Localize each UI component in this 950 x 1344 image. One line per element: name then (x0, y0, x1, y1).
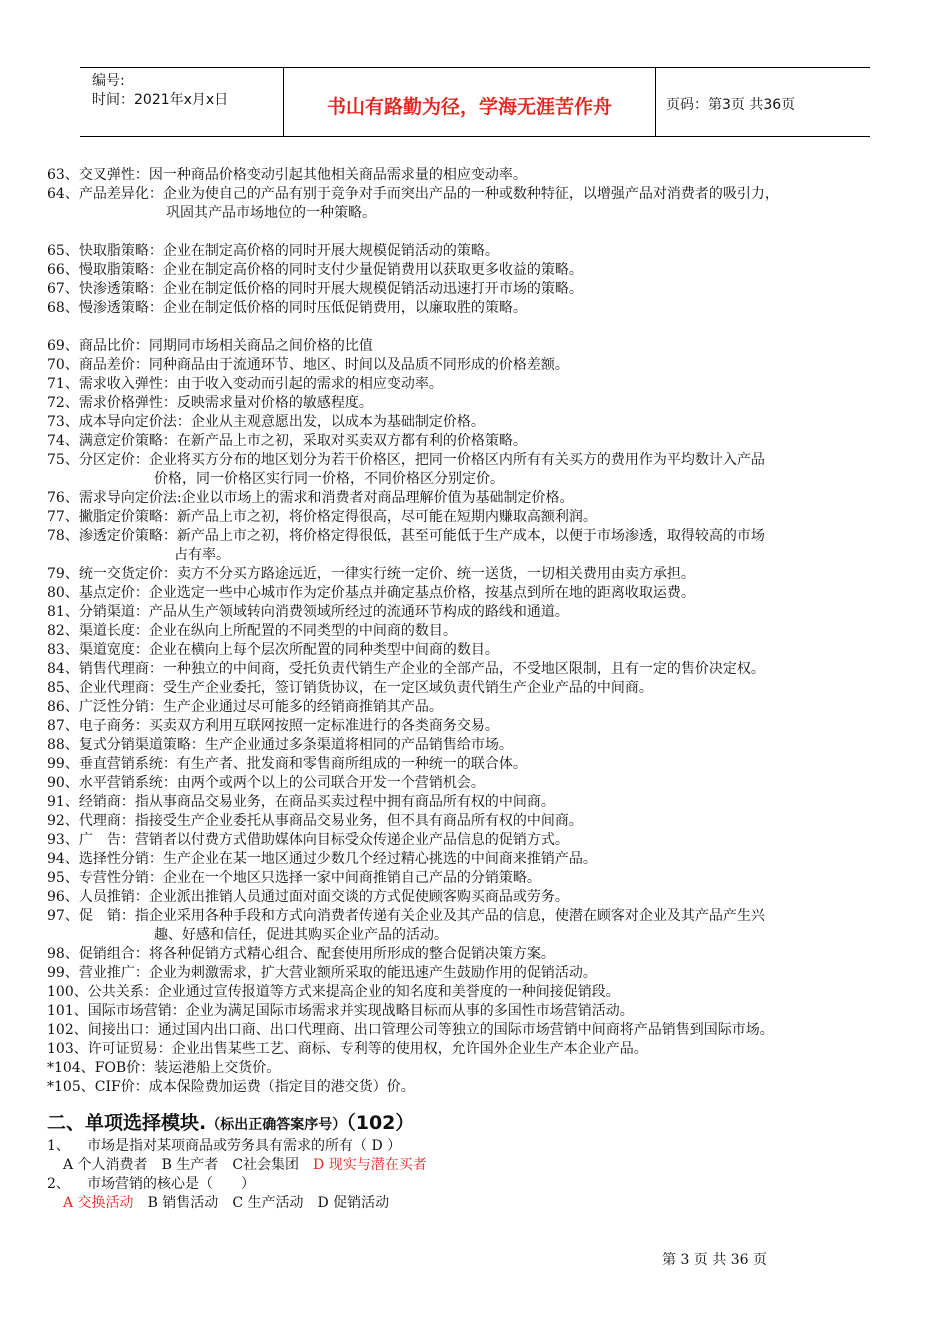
correct-answer-option: D 现实与潜在买者 (313, 1157, 427, 1173)
answer-options (47, 1156, 917, 1175)
header-meta (80, 68, 284, 136)
definition-item (47, 831, 917, 850)
definition-item (47, 166, 917, 185)
item-text: 快渗透策略：企业在制定低价格的同时开展大规模促销活动迅速打开市场的策略。 (78, 281, 583, 297)
item-number: 100、 (47, 984, 88, 1000)
item-number: 74、 (47, 433, 79, 449)
item-number: 68、 (47, 300, 79, 316)
definition-item (47, 641, 917, 660)
item-number: 75、 (47, 452, 79, 468)
item-number: 90、 (47, 775, 79, 791)
definition-item (47, 774, 917, 793)
item-text: 产品差异化：企业为使自己的产品有别于竞争对手而突出产品的一种或数种特征，以增强产品对消费者的吸引力， (78, 186, 779, 202)
item-number: 64、 (47, 186, 79, 202)
definition-item (47, 489, 917, 508)
definition-item (47, 679, 917, 698)
item-number: 65、 (47, 243, 79, 259)
item-number: 79、 (47, 566, 79, 582)
item-number: 71、 (47, 376, 79, 392)
definition-item (47, 242, 917, 261)
item-text: 渠道宽度：企业在横向上每个层次所配置的同种类型中间商的数目。 (78, 642, 499, 658)
definition-item (47, 1040, 917, 1059)
item-number: 99、 (47, 756, 79, 772)
item-number: 69、 (47, 338, 79, 354)
definition-item (47, 1002, 917, 1021)
item-text: 交叉弹性：因一种商品价格变动引起其他相关商品需求量的相应变动率。 (78, 167, 527, 183)
definition-item (47, 451, 917, 470)
answer-options (47, 1194, 917, 1213)
item-text: 需求导向定价法:企业以市场上的需求和消费者对商品理解价值为基础制定价格。 (78, 490, 574, 506)
item-text: 成本导向定价法：企业从主观意愿出发，以成本为基础制定价格。 (78, 414, 485, 430)
item-text: 公共关系：企业通过宣传报道等方式来提高企业的知名度和美誉度的一种间接促销段。 (87, 984, 620, 1000)
section-heading (47, 1111, 917, 1137)
page-footer: 第 3 页 共 36 页 (662, 1252, 767, 1268)
definition-item (47, 964, 917, 983)
question-text: 市场是指对某项商品或劳务具有需求的所有（ D ） (87, 1138, 402, 1154)
item-number: 93、 (47, 832, 79, 848)
item-number: 103、 (47, 1041, 88, 1057)
item-number: 63、 (47, 167, 79, 183)
item-number: 80、 (47, 585, 79, 601)
item-number: 99、 (47, 965, 79, 981)
item-continuation: 价格，同一价格区实行同一价格，不同价格区分别定价。 (154, 471, 504, 487)
item-text: 统一交货定价：卖方不分买方路途远近，一律实行统一定价、统一送货，一切相关费用由卖方承担。 (78, 566, 695, 582)
item-text: 需求价格弹性：反映需求量对价格的敏感程度。 (78, 395, 373, 411)
question-text: 市场营销的核心是（ ） (87, 1176, 255, 1192)
item-continuation: 占有率。 (174, 547, 230, 563)
definitions-group-3 (47, 337, 917, 1097)
item-text: 经销商：指从事商品交易业务，在商品买卖过程中拥有商品所有权的中间商。 (78, 794, 555, 810)
item-number: 97、 (47, 908, 79, 924)
item-number: *104、 (47, 1060, 95, 1076)
header-motto: 书山有路勤为径，学海无涯苦作舟 (284, 68, 656, 136)
definition-item (47, 508, 917, 527)
item-text: 复式分销渠道策略：生产企业通过多条渠道将相同的产品销售给市场。 (78, 737, 513, 753)
header-page-number: 页码：第3页 共36页 (666, 97, 796, 113)
definition-item (47, 375, 917, 394)
definition-item (47, 413, 917, 432)
item-number: 92、 (47, 813, 79, 829)
item-text: 需求收入弹性：由于收入变动而引起的需求的相应变动率。 (78, 376, 443, 392)
item-number: 88、 (47, 737, 79, 753)
item-text: FOB价：装运港船上交货价。 (94, 1060, 281, 1076)
definition-item (47, 299, 917, 318)
item-number: 76、 (47, 490, 79, 506)
definitions-group-2 (47, 242, 917, 318)
definition-item (47, 1059, 917, 1078)
definition-item (47, 261, 917, 280)
item-text: 促 销：指企业采用各种手段和方式向消费者传递有关企业及其产品的信息，使潜在顾客对企业及其产品产生兴 (78, 908, 765, 924)
item-text: 分销渠道：产品从生产领域转向消费领域所经过的流通环节构成的路线和通道。 (78, 604, 569, 620)
item-number: 87、 (47, 718, 79, 734)
definitions-group-1 (47, 166, 917, 223)
item-text: 商品差价：同种商品由于流通环节、地区、时间以及品质不同形成的价格差额。 (78, 357, 569, 373)
item-text: CIF价：成本保险费加运费（指定目的港交货）价。 (94, 1079, 415, 1095)
definition-item (47, 717, 917, 736)
section-note: （标出正确答案序号） (206, 1117, 347, 1133)
definition-item (47, 185, 917, 204)
item-text: 广泛性分销：生产企业通过尽可能多的经销商推销其产品。 (78, 699, 443, 715)
definition-item (47, 888, 917, 907)
item-text: 许可证贸易：企业出售某些工艺、商标、专利等的使用权，允许国外企业生产本企业产品。 (87, 1041, 648, 1057)
item-text: 代理商：指接受生产企业委托从事商品交易业务，但不具有商品所有权的中间商。 (78, 813, 583, 829)
item-number: 73、 (47, 414, 79, 430)
item-text: 促销组合：将各种促销方式精心组合、配套使用所形成的整合促销决策方案。 (78, 946, 555, 962)
definition-item (47, 603, 917, 622)
item-text: 基点定价：企业选定一些中心城市作为定价基点并确定基点价格，按基点到所在地的距离收取运费。 (78, 585, 695, 601)
definition-item (47, 280, 917, 299)
item-text: 销售代理商：一种独立的中间商，受托负责代销生产企业的全部产品，不受地区限制，且有一定的售价决定权。 (78, 661, 765, 677)
item-text: 慢取脂策略：企业在制定高价格的同时支付少量促销费用以获取更多收益的策略。 (78, 262, 583, 278)
definition-item (47, 736, 917, 755)
item-text: 水平营销系统：由两个或两个以上的公司联合开发一个营销机会。 (78, 775, 485, 791)
item-number: 84、 (47, 661, 79, 677)
item-number: 85、 (47, 680, 79, 696)
document-id-label: 编号: (92, 73, 125, 89)
item-text: 渗透定价策略：新产品上市之初，将价格定得很低，甚至可能低于生产成本，以便于市场渗透，取得较高的市场 (78, 528, 765, 544)
item-text: 专营性分销：企业在一个地区只选择一家中间商推销自己产品的分销策略。 (78, 870, 541, 886)
item-continuation: 巩固其产品市场地位的一种策略。 (166, 205, 376, 221)
item-text: 撇脂定价策略：新产品上市之初，将价格定得很高，尽可能在短期内赚取高额利润。 (78, 509, 597, 525)
correct-answer-option: A 交换活动 (63, 1195, 134, 1211)
definition-item (47, 565, 917, 584)
definition-item (47, 793, 917, 812)
answer-option: D 促销活动 (317, 1195, 390, 1211)
document-body (47, 166, 917, 1213)
answer-option: B 销售活动 (147, 1195, 219, 1211)
item-text: 快取脂策略：企业在制定高价格的同时开展大规模促销活动的策略。 (78, 243, 499, 259)
question (47, 1175, 917, 1194)
item-text: 企业代理商：受生产企业委托，签订销货协议，在一定区域负责代销生产企业产品的中间商。 (78, 680, 653, 696)
definition-item (47, 983, 917, 1002)
definition-item (47, 698, 917, 717)
item-text: 营业推广：企业为刺激需求，扩大营业额所采取的能迅速产生鼓励作用的促销活动。 (78, 965, 597, 981)
definition-item (47, 1021, 917, 1040)
item-number: 96、 (47, 889, 79, 905)
item-number: 86、 (47, 699, 79, 715)
item-number: 98、 (47, 946, 79, 962)
section-count: （102） (346, 1112, 415, 1134)
item-number: 66、 (47, 262, 79, 278)
definition-item (47, 660, 917, 679)
definition-item (47, 394, 917, 413)
definition-item (47, 356, 917, 375)
item-number: 82、 (47, 623, 79, 639)
item-number: 72、 (47, 395, 79, 411)
definition-item (47, 622, 917, 641)
item-text: 间接出口：通过国内出口商、出口代理商、出口管理公司等独立的国际市场营销中间商将产品销售到国际市场。 (87, 1022, 774, 1038)
question (47, 1137, 917, 1156)
item-number: 102、 (47, 1022, 88, 1038)
definition-item (47, 945, 917, 964)
definition-item (47, 850, 917, 869)
item-number: 95、 (47, 870, 79, 886)
item-number: 81、 (47, 604, 79, 620)
item-text: 广 告：营销者以付费方式借助媒体向目标受众传递企业产品信息的促销方式。 (78, 832, 569, 848)
definition-item (47, 584, 917, 603)
item-text: 国际市场营销：企业为满足国际市场需求并实现战略目标而从事的多国性市场营销活动。 (87, 1003, 634, 1019)
definition-item (47, 755, 917, 774)
definition-item (47, 527, 917, 546)
item-text: 满意定价策略：在新产品上市之初，采取对买卖双方都有利的价格策略。 (78, 433, 527, 449)
question-number: 1、 (47, 1138, 70, 1154)
question-number: 2、 (47, 1176, 70, 1192)
item-number: 91、 (47, 794, 79, 810)
section-title: 二、单项选择模块. (47, 1112, 207, 1134)
item-text: 分区定价：企业将买方分布的地区划分为若干价格区，把同一价格区内所有有关买方的费用作为平均数计入产品 (78, 452, 765, 468)
definition-item (47, 432, 917, 451)
item-text: 商品比价：同期同市场相关商品之间价格的比值 (78, 338, 373, 354)
item-number: 77、 (47, 509, 79, 525)
definition-item (47, 907, 917, 926)
answer-option: C社会集团 (232, 1157, 300, 1173)
item-text: 渠道长度：企业在纵向上所配置的不同类型的中间商的数目。 (78, 623, 457, 639)
definition-item (47, 812, 917, 831)
item-text: 选择性分销：生产企业在某一地区通过少数几个经过精心挑选的中间商来推销产品。 (78, 851, 597, 867)
item-text: 垂直营销系统：有生产者、批发商和零售商所组成的一种统一的联合体。 (78, 756, 527, 772)
item-text: 电子商务：买卖双方利用互联网按照一定标准进行的各类商务交易。 (78, 718, 499, 734)
page-header (80, 67, 870, 137)
item-continuation: 趣、好感和信任，促进其购买企业产品的活动。 (154, 927, 448, 943)
item-number: *105、 (47, 1079, 95, 1095)
document-date: 时间：2021年x月x日 (92, 92, 229, 108)
item-number: 70、 (47, 357, 79, 373)
definition-item (47, 1078, 917, 1097)
item-text: 慢渗透策略：企业在制定低价格的同时压低促销费用，以廉取胜的策略。 (78, 300, 527, 316)
definition-item (47, 337, 917, 356)
answer-option: C 生产活动 (232, 1195, 304, 1211)
question-list (47, 1137, 917, 1213)
item-number: 78、 (47, 528, 79, 544)
item-text: 人员推销：企业派出推销人员通过面对面交谈的方式促使顾客购买商品或劳务。 (78, 889, 569, 905)
item-number: 94、 (47, 851, 79, 867)
answer-option: B 生产者 (161, 1157, 219, 1173)
item-number: 101、 (47, 1003, 88, 1019)
item-number: 83、 (47, 642, 79, 658)
definition-item (47, 869, 917, 888)
answer-option: A 个人消费者 (63, 1157, 148, 1173)
item-number: 67、 (47, 281, 79, 297)
